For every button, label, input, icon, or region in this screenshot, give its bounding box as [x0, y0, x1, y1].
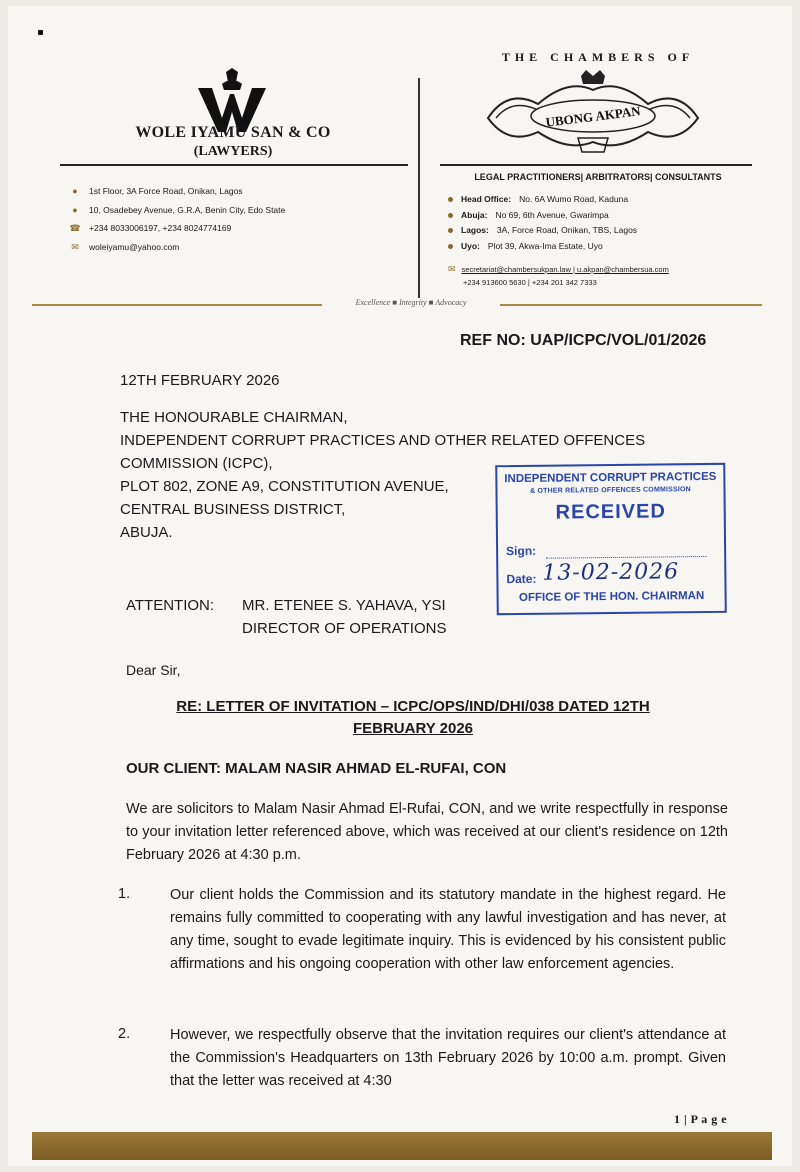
stamp-line: & OTHER RELATED OFFENCES COMMISSION [530, 486, 691, 495]
bullet-icon [448, 213, 453, 218]
attention-name: MR. ETENEE S. YAHAVA, YSI [242, 597, 446, 614]
stamp-line: INDEPENDENT CORRUPT PRACTICES [504, 470, 717, 486]
office-address: No 69, 6th Avenue, Gwarimpa [495, 209, 609, 220]
client-line: OUR CLIENT: MALAM NASIR AHMAD EL-RUFAI, CON [126, 760, 507, 777]
chambers-heading: THE CHAMBERS OF [501, 50, 695, 64]
stamp-received: RECEIVED [555, 500, 666, 524]
stamp-sign-label: Sign: [506, 543, 537, 559]
intro-paragraph: We are solicitors to Malam Nasir Ahmad El-Rufai, CON, and we write respectfully in response to your invitation letter referenced above, which was received at our client's residence on 12th February 2026 at 4:30 p.m. [126, 801, 728, 863]
scan-mark [38, 30, 43, 35]
right-contact-block [448, 263, 768, 289]
item-number: 1. [118, 886, 131, 902]
addressee-line: CENTRAL BUSINESS DISTRICT, [120, 501, 346, 518]
bullet-icon [448, 228, 453, 233]
addressee-line: THE HONOURABLE CHAIRMAN, [120, 409, 348, 426]
stamp-office: OFFICE OF THE HON. CHAIRMAN [518, 590, 705, 604]
addressee-line: ABUJA. [120, 524, 173, 541]
tagline: LEGAL PRACTITIONERS| ARBITRATORS| CONSULTANTS [474, 172, 722, 182]
address-line: 1st Floor, 3A Force Road, Onikan, Lagos [89, 186, 243, 196]
numbered-paragraph: However, we respectfully observe that the invitation requires our client's attendance at the Commission's Headquarters on 13th February 2026 by 10:00 a.m. prompt. Given that the letter was received at 4:30 [170, 1027, 726, 1089]
left-address-block [70, 182, 410, 256]
office-label: Head Office: [461, 194, 512, 204]
subject-line-2: FEBRUARY 2026 [352, 720, 474, 737]
email-line[interactable]: woleiyamu@yahoo.com [89, 241, 180, 252]
vertical-divider [418, 78, 420, 298]
stamp-date-value: 13-02-2026 [542, 559, 680, 586]
letter-date: 12TH FEBRUARY 2026 [120, 372, 280, 389]
subject-line-1: RE: LETTER OF INVITATION – ICPC/OPS/IND/DHI/038 DATED 12TH [176, 698, 650, 715]
phone-icon: ☎ [69, 223, 81, 233]
address-line: 10, Osadebey Avenue, G.R.A, Benin City, Edo State [89, 204, 286, 215]
bullet-icon: ● [72, 186, 78, 196]
page-number: 1 | P a g e [674, 1112, 728, 1126]
addressee-line: PLOT 802, ZONE A9, CONSTITUTION AVENUE, [120, 478, 449, 495]
addressee-line: COMMISSION (ICPC), [120, 455, 273, 472]
attention-title: DIRECTOR OF OPERATIONS [242, 620, 447, 637]
divider [60, 164, 408, 166]
office-address: Plot 39, Akwa-Ima Estate, Uyo [487, 240, 603, 251]
reference-number: REF NO: UAP/ICPC/VOL/01/2026 [460, 332, 707, 349]
stamp-sign-line [546, 556, 706, 559]
firm-name: WOLE IYAMU SAN & CO [135, 124, 331, 141]
gold-divider [500, 304, 762, 306]
bullet-icon [448, 244, 453, 249]
email-line[interactable]: secretariat@chambersukpan.law | u.akpan@chambersua.com [461, 265, 669, 274]
item-number: 2. [118, 1026, 131, 1042]
email-icon: ✉ [71, 241, 79, 252]
firm-subtitle: (LAWYERS) [193, 144, 273, 159]
bullet-icon [448, 197, 453, 202]
office-label: Abuja: [461, 209, 488, 220]
ubong-akpan-crest-icon [478, 68, 708, 154]
email-icon: ✉ [448, 264, 456, 274]
motto: Excellence ■ Integrity ■ Advocacy [355, 298, 467, 307]
phone-line: +234 913600 5630 | +234 201 342 7333 [463, 278, 597, 287]
divider [440, 164, 752, 166]
office-label: Uyo: [461, 240, 480, 251]
office-label: Lagos: [461, 225, 489, 235]
stamp-date-label: Date: [506, 571, 537, 587]
crest-name: UBONG AKPAN [544, 103, 642, 130]
numbered-paragraph: Our client holds the Commission and its statutory mandate in the highest regard. He remains fully committed to cooperating with any lawful investigation and has never, at any time, sought to evade legitimate inquiry. This is evidenced by his consistent public affirmations and his ongoing cooperation with other law enforcement agencies. [170, 887, 726, 972]
salutation: Dear Sir, [126, 662, 181, 678]
right-address-block [448, 192, 768, 254]
office-address: No. 6A Wumo Road, Kaduna [519, 194, 629, 204]
letter-page [8, 6, 792, 1166]
attention-block [126, 594, 446, 640]
attention-label: ATTENTION: [126, 597, 215, 614]
phone-line: +234 8033006197, +234 8024774169 [89, 223, 232, 233]
addressee-line: INDEPENDENT CORRUPT PRACTICES AND OTHER RELATED OFFENCES [120, 432, 646, 449]
footer-bar [32, 1132, 772, 1160]
gold-divider [32, 304, 322, 306]
received-stamp [495, 463, 727, 615]
bullet-icon: ● [72, 204, 78, 215]
office-address: 3A, Force Road, Onikan, TBS, Lagos [496, 225, 638, 235]
subject-line [118, 696, 708, 740]
